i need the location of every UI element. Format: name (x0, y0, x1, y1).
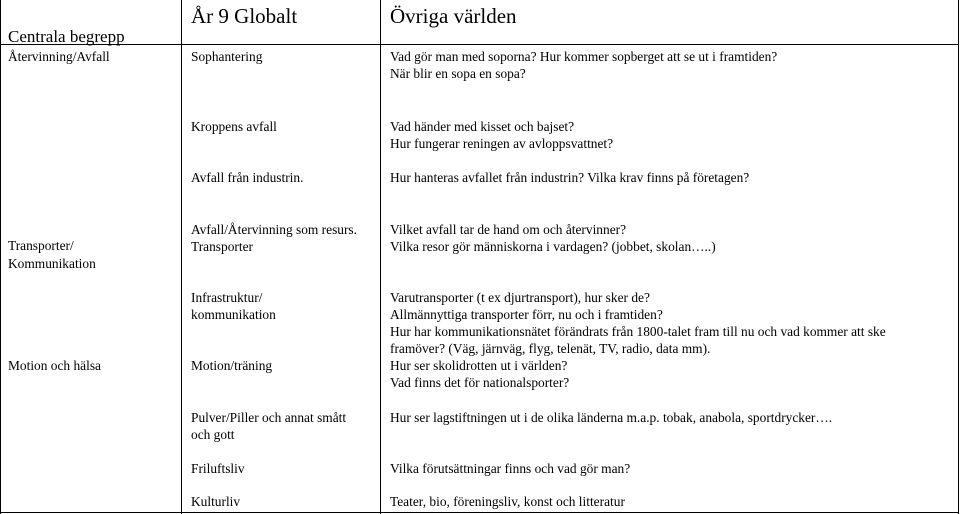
question-line: Teater, bio, föreningsliv, konst och litteratur (390, 494, 625, 509)
topic-motion-traning: Motion/träning (191, 358, 273, 373)
topic-avfall-industrin: Avfall från industrin. (191, 170, 304, 185)
header-divider (0, 44, 959, 45)
question-line: Vilket avfall tar de hand om och återvinner? (390, 222, 627, 237)
question-line: Varutransporter (t ex djurtransport), hur sker de? (390, 290, 650, 305)
topic-kulturliv: Kulturliv (191, 494, 241, 509)
topic-avfall-resurs: Avfall/Återvinning som resurs. (191, 222, 357, 237)
question-line: Vad händer med kisset och bajset? (390, 119, 575, 134)
topic-kommunikation: kommunikation (191, 307, 276, 322)
topic-pulver-piller: Pulver/Piller och annat smått (191, 410, 347, 425)
header-centrala-begrepp: Centrala begrepp (8, 27, 125, 46)
question-line: Hur ser lagstiftningen ut i de olika länderna m.a.p. tobak, anabola, sportdrycker…. (390, 410, 833, 425)
concept-transporter: Transporter/ (8, 238, 74, 253)
question-line: Allmännyttiga transporter förr, nu och i framtiden? (390, 307, 663, 322)
question-line: När blir en sopa en sopa? (390, 66, 526, 81)
column-divider-1 (181, 0, 182, 514)
topic-infrastruktur: Infrastruktur/ (191, 290, 263, 305)
topic-friluftsliv: Friluftsliv (191, 461, 245, 476)
table-border-left (0, 0, 1, 514)
question-line: Vad finns det för nationalsporter? (390, 375, 570, 390)
topic-och-gott: och gott (191, 427, 235, 442)
header-ovriga-varlden: Övriga världen (390, 4, 517, 28)
concept-kommunikation: Kommunikation (8, 256, 96, 271)
header-ar9-globalt: År 9 Globalt (191, 4, 298, 28)
topic-transporter: Transporter (191, 239, 253, 254)
question-line: Hur fungerar reningen av avloppsvattnet? (390, 136, 614, 151)
question-line: Vad gör man med soporna? Hur kommer sopberget att se ut i framtiden? (390, 49, 778, 64)
concept-motion-halsa: Motion och hälsa (8, 358, 101, 373)
topic-kroppens-avfall: Kroppens avfall (191, 119, 277, 134)
table-border-bottom (0, 512, 959, 513)
question-line: Vilka resor gör människorna i vardagen? (jobbet, skolan…..) (390, 239, 716, 254)
question-line: Hur ser skolidrotten ut i världen? (390, 358, 568, 373)
concept-atervinning: Återvinning/Avfall (8, 49, 110, 64)
table-border-right (958, 0, 959, 514)
topic-sophantering: Sophantering (191, 49, 263, 64)
column-divider-2 (380, 0, 381, 514)
question-line: Hur hanteras avfallet från industrin? Vilka krav finns på företagen? (390, 170, 750, 185)
question-line: Vilka förutsättningar finns och vad gör man? (390, 461, 631, 476)
question-line: Hur har kommunikationsnätet förändrats från 1800-talet fram till nu och vad kommer att ske (390, 324, 886, 339)
question-line: framöver? (Väg, järnväg, flyg, telenät, TV, radio, data mm). (390, 341, 711, 356)
